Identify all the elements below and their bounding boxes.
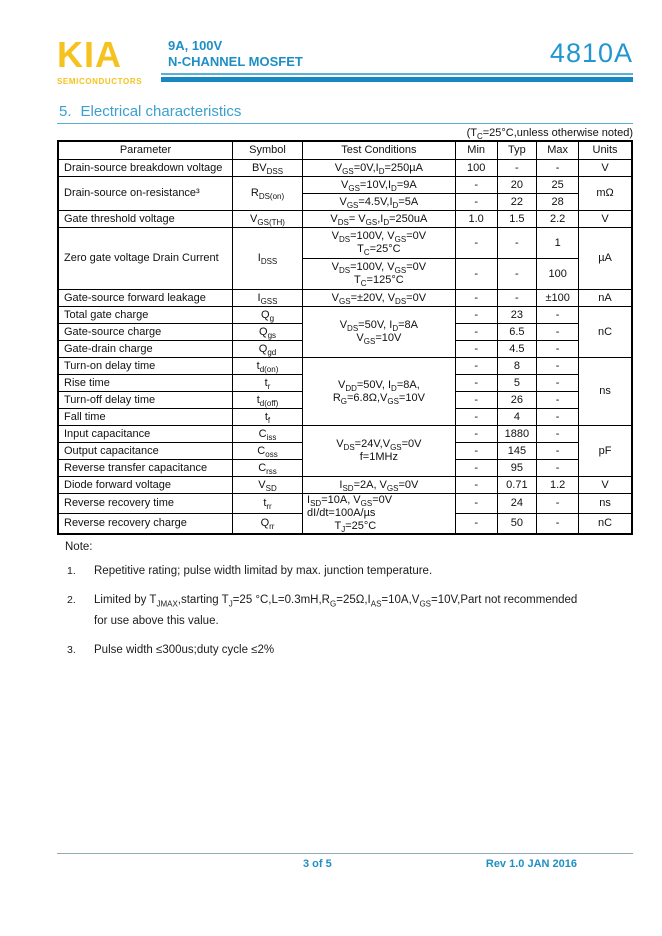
cell-max: - <box>537 494 579 514</box>
cell-min: 1.0 <box>455 211 497 228</box>
cell-units: nC <box>579 307 632 358</box>
cell-typ: - <box>497 290 537 307</box>
cell-symbol: $V_{SD}$ <box>233 477 303 494</box>
cell-parameter: Gate-drain charge <box>58 341 233 358</box>
cell-cond: $V_{GS}=10V,I_D=9A$ <box>303 177 456 194</box>
logo-subtext: SEMICONDUCTORS <box>57 77 143 86</box>
column-header-test-conditions: Test Conditions <box>303 141 456 160</box>
cell-min: - <box>455 358 497 375</box>
cell-symbol: $C_{rss}$ <box>233 460 303 477</box>
note-item <box>67 561 633 582</box>
cell-min: - <box>455 228 497 259</box>
cell-cond: $V_{DS}= V_{GS},I_D=250uA$ <box>303 211 456 228</box>
cell-cond: $I_{SD}=10A$, $V_{GS}=0V$ dI/dt=100A/µs $T_J=25^\circ C$ <box>303 494 456 535</box>
cell-max: - <box>537 409 579 426</box>
cell-max: ±100 <box>537 290 579 307</box>
cell-min: - <box>455 259 497 290</box>
cell-min: - <box>455 477 497 494</box>
electrical-characteristics-table <box>57 140 633 535</box>
table-row <box>58 211 632 228</box>
cell-parameter: Turn-on delay time <box>58 358 233 375</box>
cell-max: - <box>537 160 579 177</box>
note-number: 1. <box>67 565 76 577</box>
cell-typ: 4.5 <box>497 341 537 358</box>
cell-symbol: $C_{oss}$ <box>233 443 303 460</box>
cell-min: 100 <box>455 160 497 177</box>
cell-min: - <box>455 494 497 514</box>
cell-symbol: $I_{GSS}$ <box>233 290 303 307</box>
note-text: Limited by $T_{JMAX},starting$ $T_J=25$ $^\circ C,L=0.3mH,R_G=25\Omega,I_{AS}=10A,V_{GS}=10V,Part$ not recommended for use above this value. <box>94 594 578 627</box>
cell-symbol: $Q_g$ <box>233 307 303 324</box>
cell-max: - <box>537 375 579 392</box>
section-title <box>57 103 633 124</box>
column-header-min: Min <box>455 141 497 160</box>
cell-min: - <box>455 194 497 211</box>
note-item <box>67 640 633 661</box>
cell-parameter: Drain-source breakdown voltage <box>58 160 233 177</box>
cell-max: 28 <box>537 194 579 211</box>
note-number: 3. <box>67 644 76 656</box>
page-header <box>57 34 633 86</box>
cell-parameter: Gate-source forward leakage <box>58 290 233 307</box>
cell-units: V <box>579 160 632 177</box>
column-header-units: Units <box>579 141 632 160</box>
column-header-max: Max <box>537 141 579 160</box>
cell-typ: 4 <box>497 409 537 426</box>
cell-typ: 95 <box>497 460 537 477</box>
cell-min: - <box>455 324 497 341</box>
cell-min: - <box>455 290 497 307</box>
section-title-text: Electrical characteristics <box>80 103 242 120</box>
cell-cond: $V_{DS}=50V$, $I_D=8A$ $V_{GS}=10V$ <box>303 307 456 358</box>
page-number: 3 of 5 <box>303 858 332 870</box>
cell-max: - <box>537 358 579 375</box>
cell-parameter: Total gate charge <box>58 307 233 324</box>
cell-cond: $V_{DS}=100V$, $V_{GS}=0V$ $T_C=125^\circ C$ <box>303 259 456 290</box>
cell-typ: 50 <box>497 514 537 534</box>
notes-label: Note: <box>65 541 93 553</box>
cell-typ: 26 <box>497 392 537 409</box>
column-header-typ: Typ <box>497 141 537 160</box>
kia-logo-text: KIA <box>57 34 122 75</box>
cell-typ: 145 <box>497 443 537 460</box>
cell-parameter: Zero gate voltage Drain Current <box>58 228 233 290</box>
table-row <box>58 426 632 443</box>
cell-max: - <box>537 426 579 443</box>
cell-max: 2.2 <box>537 211 579 228</box>
notes-section <box>57 541 633 661</box>
header-right <box>161 38 633 82</box>
cell-min: - <box>455 426 497 443</box>
cell-parameter: Reverse recovery charge <box>58 514 233 534</box>
cell-symbol: $Q_{gd}$ <box>233 341 303 358</box>
cell-typ: 6.5 <box>497 324 537 341</box>
cell-units: nC <box>579 514 632 534</box>
cell-typ: - <box>497 259 537 290</box>
cell-parameter: Turn-off delay time <box>58 392 233 409</box>
cell-typ: 22 <box>497 194 537 211</box>
device-subtitle <box>161 38 303 70</box>
cell-cond: $V_{GS}=0V,I_D=250\mu A$ <box>303 160 456 177</box>
cell-parameter: Fall time <box>58 409 233 426</box>
cell-min: - <box>455 375 497 392</box>
cell-parameter: Rise time <box>58 375 233 392</box>
cell-parameter: Diode forward voltage <box>58 477 233 494</box>
test-conditions-note: ($T_C=25^\circ C,unless$ otherwise noted) <box>466 127 633 142</box>
cell-typ: 1880 <box>497 426 537 443</box>
table-row <box>58 358 632 375</box>
table-row <box>58 494 632 514</box>
table-row <box>58 290 632 307</box>
cell-typ: 8 <box>497 358 537 375</box>
column-header-symbol: Symbol <box>233 141 303 160</box>
cell-parameter: Reverse transfer capacitance <box>58 460 233 477</box>
cell-units: V <box>579 211 632 228</box>
cell-min: - <box>455 307 497 324</box>
part-number: 4810A <box>549 38 633 68</box>
cell-symbol: $Q_{gs}$ <box>233 324 303 341</box>
table-row <box>58 177 632 194</box>
cell-max: 1 <box>537 228 579 259</box>
cell-cond: $V_{DS}=100V$, $V_{GS}=0V$ $T_C=25^\circ C$ <box>303 228 456 259</box>
cell-cond: $V_{GS}=\pm 20V$, $V_{DS}=0V$ <box>303 290 456 307</box>
cell-symbol: $t_r$ <box>233 375 303 392</box>
revision-label: Rev 1.0 JAN 2016 <box>485 858 577 870</box>
cell-min: - <box>455 443 497 460</box>
header-rule-thin <box>161 73 633 75</box>
cell-typ: - <box>497 160 537 177</box>
cell-max: - <box>537 324 579 341</box>
cell-parameter: Drain-source on-resistance³ <box>58 177 233 211</box>
cell-typ: 1.5 <box>497 211 537 228</box>
note-number: 2. <box>67 594 76 606</box>
brand-logo <box>57 34 161 86</box>
cell-units: pF <box>579 426 632 477</box>
cell-max: - <box>537 443 579 460</box>
table-row <box>58 477 632 494</box>
cell-max: 25 <box>537 177 579 194</box>
cell-min: - <box>455 514 497 534</box>
cell-max: 100 <box>537 259 579 290</box>
cell-typ: 24 <box>497 494 537 514</box>
cell-units: µA <box>579 228 632 290</box>
cell-min: - <box>455 392 497 409</box>
note-text: Repetitive rating; pulse width limitad by max. junction temperature. <box>94 565 433 577</box>
cell-symbol: $t_{rr}$ <box>233 494 303 514</box>
cell-parameter: Reverse recovery time <box>58 494 233 514</box>
cell-typ: 5 <box>497 375 537 392</box>
note-text: Pulse width ≤300us;duty cycle ≤2% <box>94 644 275 656</box>
cell-max: - <box>537 341 579 358</box>
cell-typ: 0.71 <box>497 477 537 494</box>
table-header-row <box>58 141 632 160</box>
cell-min: - <box>455 177 497 194</box>
cell-cond: $V_{DS}=24V,V_{GS}=0V$ f=1MHz <box>303 426 456 477</box>
cell-cond: $I_{SD}=2A$, $V_{GS}=0V$ <box>303 477 456 494</box>
cell-units: ns <box>579 358 632 426</box>
cell-symbol: $t_{d(off)}$ <box>233 392 303 409</box>
cell-units: mΩ <box>579 177 632 211</box>
cell-symbol: $t_f$ <box>233 409 303 426</box>
cell-symbol: $I_{DSS}$ <box>233 228 303 290</box>
cell-cond: $V_{DD}=50V$, $I_D=8A$, $R_G=6.8\Omega,V_{GS}=10V$ <box>303 358 456 426</box>
column-header-parameter: Parameter <box>58 141 233 160</box>
device-rating: 9A, 100V <box>168 38 223 53</box>
table-row <box>58 307 632 324</box>
section-number: 5. <box>59 103 72 120</box>
cell-max: - <box>537 514 579 534</box>
header-rule-thick <box>161 77 633 82</box>
cell-symbol: $V_{GS(TH)}$ <box>233 211 303 228</box>
cell-min: - <box>455 460 497 477</box>
cell-max: - <box>537 307 579 324</box>
cell-parameter: Gate threshold voltage <box>58 211 233 228</box>
cell-symbol: $BV_{DSS}$ <box>233 160 303 177</box>
cell-units: V <box>579 477 632 494</box>
cell-typ: 23 <box>497 307 537 324</box>
cell-parameter: Input capacitance <box>58 426 233 443</box>
cell-units: ns <box>579 494 632 514</box>
cell-units: nA <box>579 290 632 307</box>
cell-parameter: Gate-source charge <box>58 324 233 341</box>
device-type: N-CHANNEL MOSFET <box>168 54 303 69</box>
note-item <box>67 590 633 632</box>
table-row <box>58 160 632 177</box>
cell-min: - <box>455 409 497 426</box>
cell-typ: - <box>497 228 537 259</box>
cell-symbol: $t_{d(on)}$ <box>233 358 303 375</box>
cell-min: - <box>455 341 497 358</box>
cell-parameter: Output capacitance <box>58 443 233 460</box>
cell-symbol: $Q_{rr}$ <box>233 514 303 534</box>
cell-symbol: $R_{DS(on)}$ <box>233 177 303 211</box>
cell-cond: $V_{GS}=4.5V,I_D=5A$ <box>303 194 456 211</box>
cell-typ: 20 <box>497 177 537 194</box>
cell-max: - <box>537 460 579 477</box>
cell-max: 1.2 <box>537 477 579 494</box>
table-row <box>58 228 632 259</box>
page-footer <box>57 853 633 876</box>
cell-max: - <box>537 392 579 409</box>
cell-symbol: $C_{iss}$ <box>233 426 303 443</box>
